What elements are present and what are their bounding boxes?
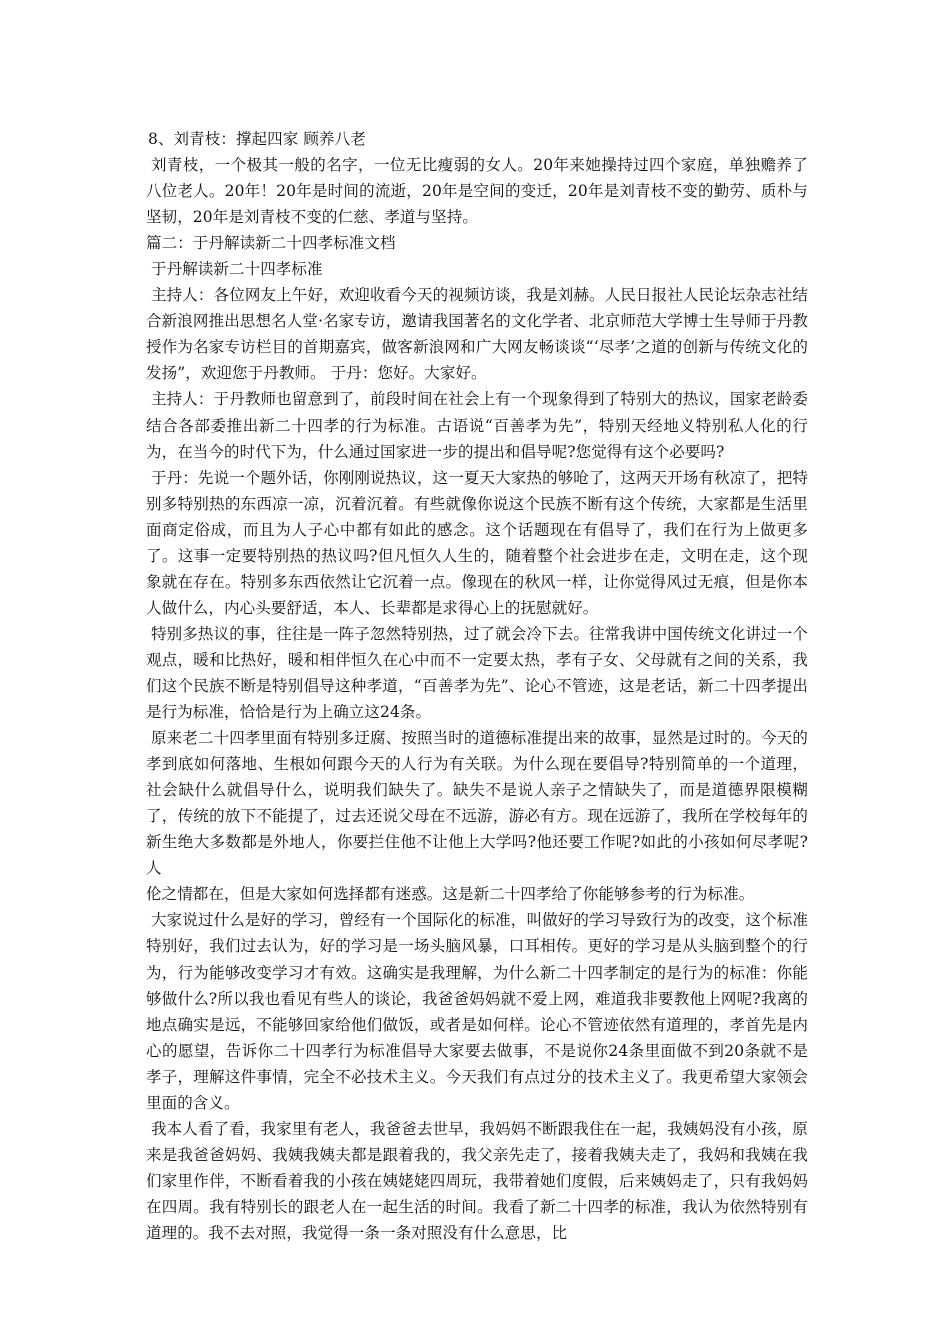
document-body (146, 126, 808, 1246)
paragraph: 于丹：先说一个题外话，你刚刚说热议，这一夏天大家热的够呛了，这两天开场有秋凉了，把特别多特别热的东西凉一凉，沉着沉着。有些就像你说这个民族不断有这个传统，大家都是生活里面商定俗成，而且为人子心中都有如此的感念。这个话题现在有倡导了，我们在行为上做更多了。这事一定要特别热的热议吗?但凡恒久人生的，随着整个社会进步在走，文明在走，这个现象就在存在。特别多东西依然让它沉着一点。像现在的秋风一样，让你觉得风过无痕，但是你本人做什么，内心头要舒适，本人、长辈都是求得心上的抚慰就好。 (146, 468, 808, 617)
article-title: 于丹解读新二十四孝标准 (151, 260, 323, 279)
paragraph: 主持人：于丹教师也留意到了，前段时间在社会上有一个现象得到了特别大的热议，国家老龄委结合各部委推出新二十四孝的行为标准。古语说“百善孝为先”，特别天经地义特别私人化的行为，在当今的时代下为，什么通过国家进一步的提出和倡导呢?您觉得有这个必要吗? (146, 390, 808, 461)
paragraph: 我本人看了看，我家里有老人，我爸爸去世早，我妈妈不断跟我住在一起，我姨妈没有小孩，原来是我爸爸妈妈、我姨我姨夫都是跟着我的，我父亲先走了，接着我姨夫走了，我妈和我姨在我们家里作伴，不断看着我的小孩在姨姥姥四周玩，我带着她们度假，后来姨妈走了，只有我妈妈在四周。我有特别长的跟老人在一起生活的时间。我看了新二十四孝的标准，我认为依然特别有道理的。我不去对照，我觉得一条一条对照没有什么意思，比 (146, 1119, 808, 1242)
paragraph: 原来老二十四孝里面有特别多迂腐、按照当时的道德标准提出来的故事，显然是过时的。今天的孝到底如何落地、生根如何跟今天的人行为有关联。为什么现在要倡导?特别简单的一个道理，社会缺什么就倡导什么，说明我们缺失了。缺失不是说人亲子之情缺失了，而是道德界限模糊了，传统的放下不能提了，过去还说父母在不远游，游必有方。现在远游了，我所在学校每年的新生绝大多数都是外地人，你要拦住他不让他上大学吗?他还要工作呢?如此的小孩如何尽孝呢?人 (146, 729, 808, 878)
paragraph: 刘青枝，一个极其一般的名字，一位无比瘦弱的女人。20年来她操持过四个家庭，单独赡养了八位老人。20年！20年是时间的流逝，20年是空间的变迁，20年是刘青枝不变的勤劳、质朴与坚韧，20年是刘青枝不变的仁慈、孝道与坚持。 (146, 156, 808, 227)
section-heading-liu-qingzhi: 8、刘青枝：撑起四家 顾养八老 (148, 130, 366, 148)
paragraph: 大家说过什么是好的学习，曾经有一个国际化的标准，叫做好的学习导致行为的改变，这个标准特别好，我们过去认为，好的学习是一场头脑风暴，口耳相传。更好的学习是从头脑到整个的行为，行为能够改变学习才有效。这确实是我理解，为什么新二十四孝制定的是行为的标准：你能够做什么?所以我也看见有些人的谈论，我爸爸妈妈就不爱上网，难道我非要教他上网呢?我离的地点确实是远，不能够回家给他们做饭，或者是如何样。论心不管迹依然有道理的，孝首先是内心的愿望，告诉你二十四孝行为标准倡导大家要去做事，不是说你24条里面做不到20条就不是孝子，理解这件事情，完全不必技术主义。今天我们有点过分的技术主义了。我更希望大家领会里面的含义。 (146, 911, 808, 1112)
paragraph: 伦之情都在，但是大家如何选择都有迷惑。这是新二十四孝给了你能够参考的行为标准。 (146, 885, 755, 904)
chapter-heading: 篇二：于丹解读新二十四孝标准文档 (146, 234, 396, 253)
paragraph: 主持人：各位网友上午好，欢迎收看今天的视频访谈，我是刘赫。人民日报社人民论坛杂志社结合新浪网推出思想名人堂·名家专访，邀请我国著名的文化学者、北京师范大学博士生导师于丹教授作为名家专访栏目的首期嘉宾，做客新浪网和广大网友畅谈谈“‘尽孝’之道的创新与传统文化的发扬”，欢迎您于丹教师。 于丹：您好。大家好。 (146, 286, 808, 383)
paragraph: 特别多热议的事，往往是一阵子忽然特别热，过了就会冷下去。往常我讲中国传统文化讲过一个观点，暖和比热好，暖和相伴恒久在心中而不一定要太热，孝有子女、父母就有之间的关系，我们这个民族不断是特别倡导这种孝道，“百善孝为先”、论心不管迹，这是老话，新二十四孝提出是行为标准，恰恰是行为上确立这24条。 (146, 624, 808, 722)
